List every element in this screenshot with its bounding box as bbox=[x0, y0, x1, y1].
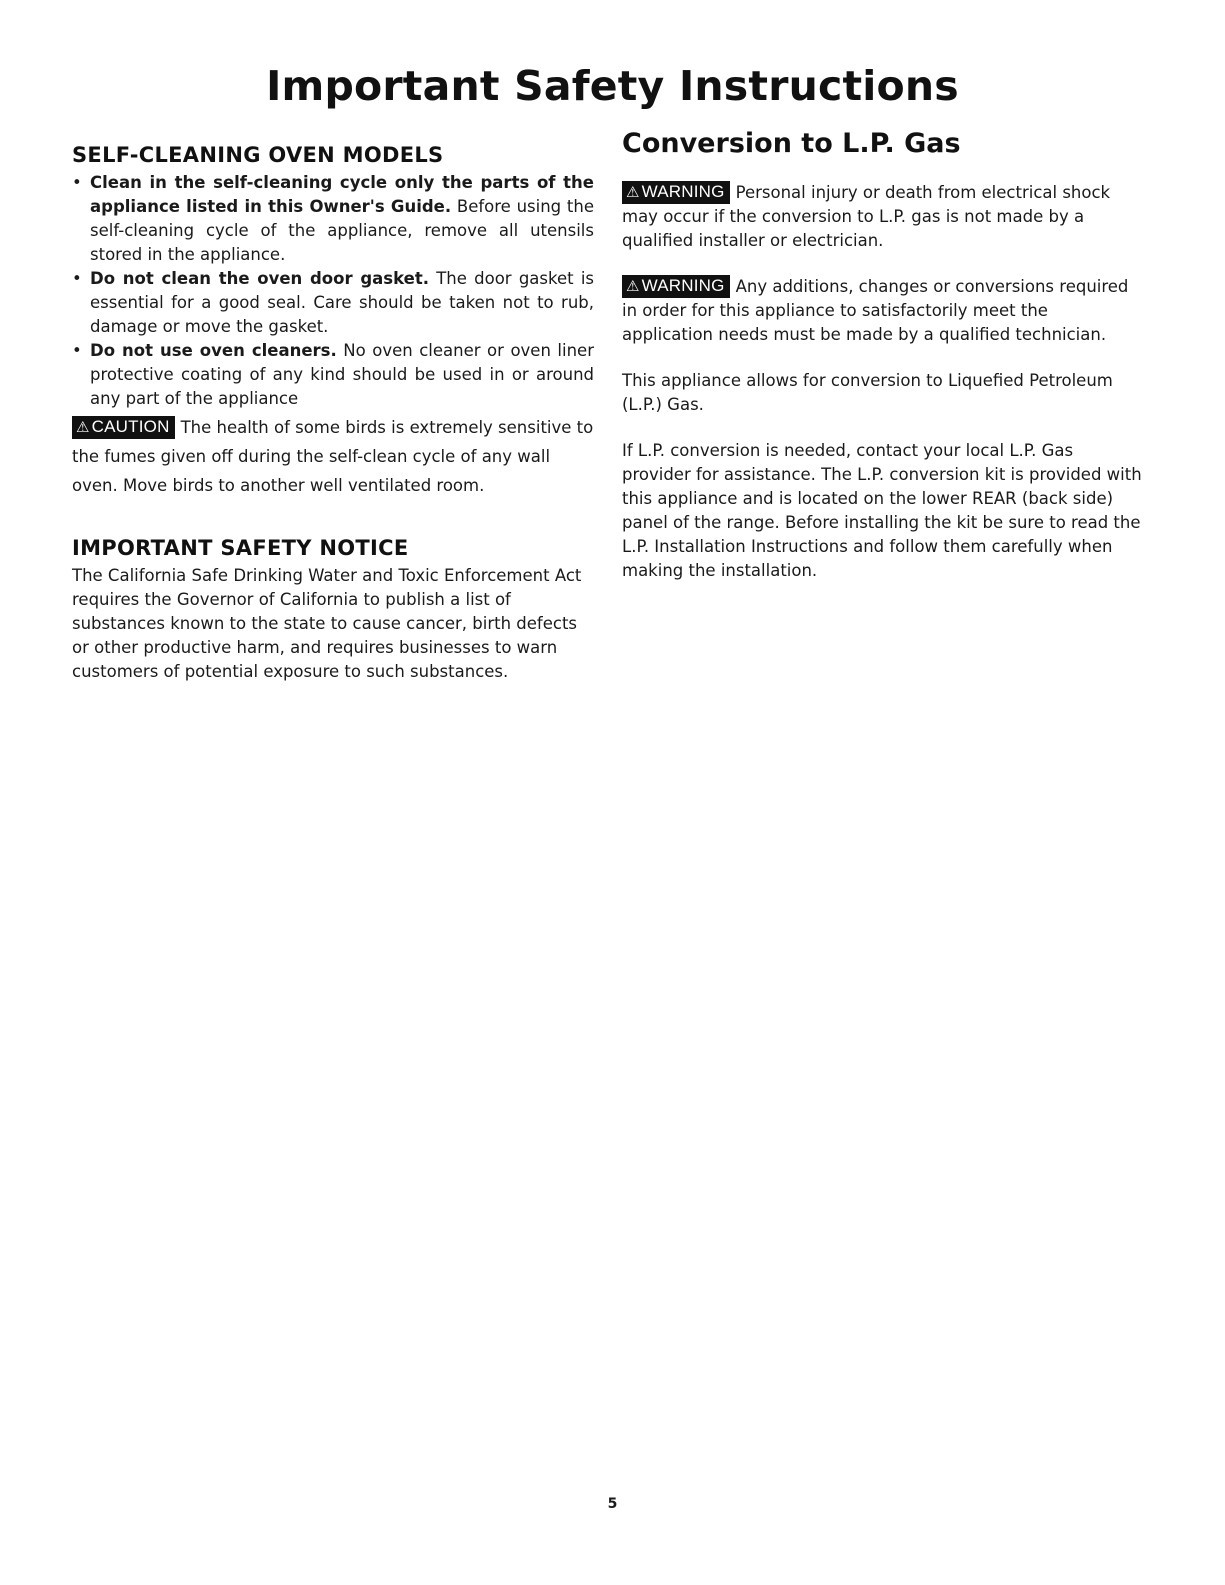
bullet-text: Before using the self-cleaning cycle of the appliance, remove all utensils stored in the appliance. bbox=[90, 197, 594, 264]
list-item bbox=[72, 267, 594, 339]
self-cleaning-list bbox=[72, 171, 594, 411]
conversion-paragraph: If L.P. conversion is needed, contact your local L.P. Gas provider for assistance. The L.P. conversion kit is provided with this appliance and is located on the lower REAR (back side) panel of the range. Before installing the kit be sure to read the L.P. Installation Instructions and follow them carefully when making the installation. bbox=[622, 441, 1142, 580]
bullet-icon: • bbox=[72, 341, 82, 360]
warning-badge-label: WARNING bbox=[641, 182, 725, 201]
lp-conversion-heading: Conversion to L.P. Gas bbox=[622, 128, 961, 159]
warning-notice bbox=[622, 181, 1142, 253]
warning-badge bbox=[622, 181, 730, 204]
warning-badge bbox=[622, 275, 730, 298]
bullet-icon: • bbox=[72, 173, 82, 192]
bullet-text: The door gasket is essential for a good seal. Care should be taken not to rub, damage or move the gasket. bbox=[90, 269, 594, 336]
bullet-icon: • bbox=[72, 269, 82, 288]
safety-notice-text: The California Safe Drinking Water and Toxic Enforcement Act requires the Governor of California to publish a list of substances known to the state to cause cancer, birth defects or other productive harm, and requires businesses to warn customers of potential exposure to such substances. bbox=[72, 566, 582, 681]
bullet-lead: Clean in the self-cleaning cycle only the parts of the appliance listed in this Owner's Guide. bbox=[90, 173, 594, 216]
list-item bbox=[72, 339, 594, 411]
self-cleaning-heading: SELF-CLEANING OVEN MODELS bbox=[72, 143, 444, 167]
page-number: 5 bbox=[607, 1496, 618, 1512]
warning-triangle-icon: ⚠ bbox=[626, 278, 640, 295]
warning-notice bbox=[622, 275, 1142, 347]
warning-triangle-icon: ⚠ bbox=[626, 184, 640, 201]
bullet-lead: Do not use oven cleaners. bbox=[90, 341, 337, 360]
caution-text: The health of some birds is extremely sensitive to the fumes given off during the self-clean cycle of any wall oven. Move birds to another well ventilated room. bbox=[72, 418, 594, 495]
list-item bbox=[72, 171, 594, 267]
bullet-lead: Do not clean the oven door gasket. bbox=[90, 269, 429, 288]
warning-text: Any additions, changes or conversions required in order for this appliance to satisfactorily meet the application needs must be made by a qualified technician. bbox=[622, 277, 1129, 344]
page-title: Important Safety Instructions bbox=[266, 62, 959, 110]
warning-triangle-icon: ⚠ bbox=[76, 419, 90, 436]
conversion-paragraph: This appliance allows for conversion to Liquefied Petroleum (L.P.) Gas. bbox=[622, 371, 1113, 414]
caution-notice bbox=[72, 413, 594, 500]
right-column bbox=[622, 128, 1142, 605]
bullet-text: No oven cleaner or oven liner protective coating of any kind should be used in or around any part of the appliance bbox=[90, 341, 594, 408]
warning-badge-label: WARNING bbox=[641, 276, 725, 295]
left-column bbox=[72, 128, 594, 684]
safety-notice-heading: IMPORTANT SAFETY NOTICE bbox=[72, 536, 409, 560]
caution-badge bbox=[72, 416, 175, 439]
caution-badge-label: CAUTION bbox=[91, 417, 170, 436]
warning-text: Personal injury or death from electrical shock may occur if the conversion to L.P. gas is not made by a qualified installer or electrician. bbox=[622, 183, 1111, 250]
